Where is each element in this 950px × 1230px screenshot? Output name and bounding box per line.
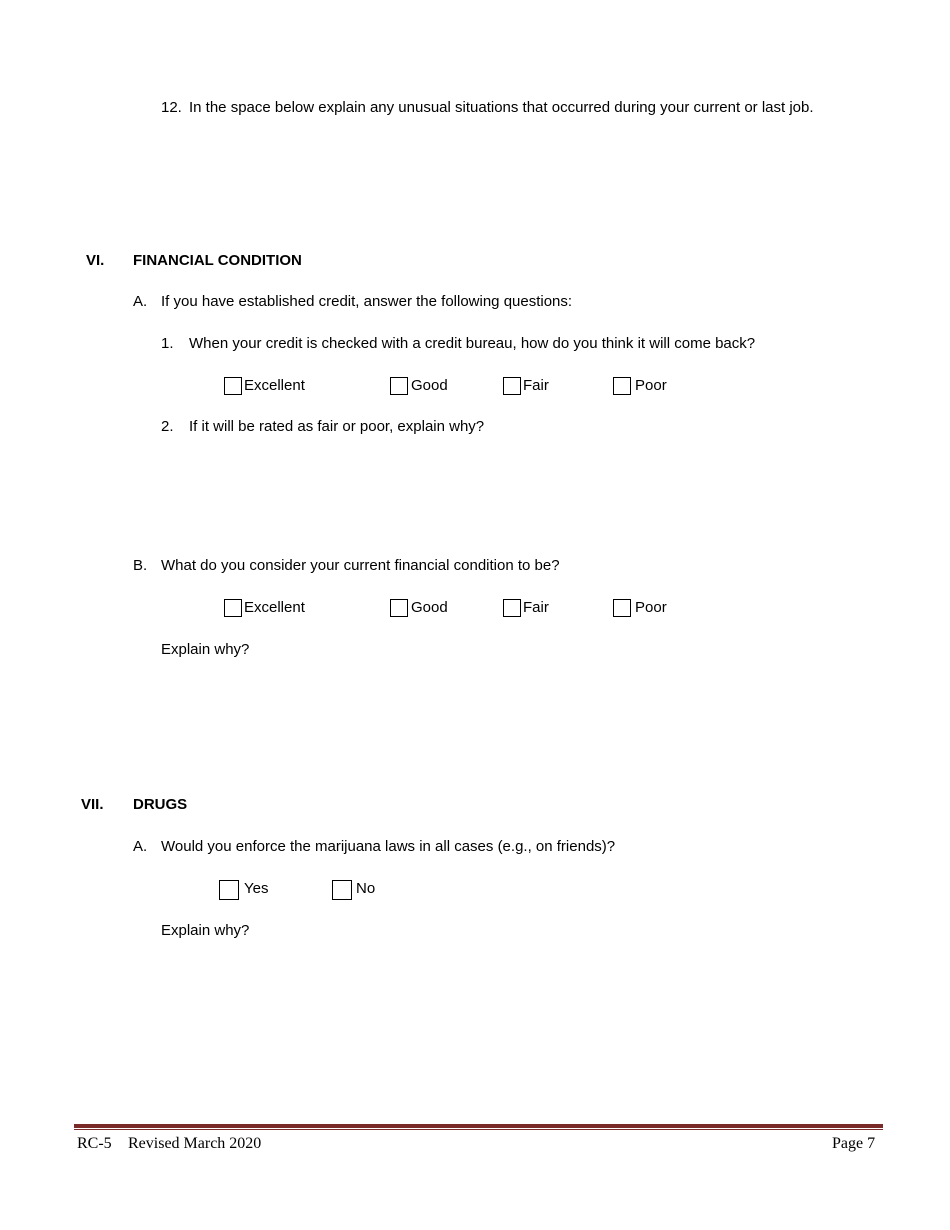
- footer-revised: Revised March 2020: [128, 1135, 262, 1152]
- q2-number: 2.: [161, 418, 174, 435]
- b-explain-why: Explain why?: [161, 641, 250, 658]
- q1-poor-checkbox[interactable]: [613, 377, 631, 395]
- section-vii-a-text: Would you enforce the marijuana laws in all cases (e.g., on friends)?: [161, 838, 616, 855]
- footer-rule-thin: [74, 1129, 883, 1130]
- b-poor-checkbox[interactable]: [613, 599, 631, 617]
- section-vi-b-letter: B.: [133, 557, 148, 574]
- q2-text: If it will be rated as fair or poor, explain why?: [189, 418, 485, 435]
- q12-text: In the space below explain any unusual situations that occurred during your current or last job.: [189, 99, 814, 116]
- footer-page-number: Page 7: [832, 1135, 876, 1152]
- b-fair-label: Fair: [523, 599, 549, 616]
- footer-rule: [74, 1124, 883, 1128]
- b-good-checkbox[interactable]: [390, 599, 408, 617]
- q1-poor-label: Poor: [635, 377, 667, 394]
- q1-text: When your credit is checked with a credit bureau, how do you think it will come back?: [189, 335, 756, 352]
- footer-form-id: RC-5: [77, 1135, 112, 1152]
- drugs-no-label: No: [356, 880, 376, 897]
- b-excellent-label: Excellent: [244, 599, 305, 616]
- q1-good-label: Good: [411, 377, 448, 394]
- b-excellent-checkbox[interactable]: [224, 599, 242, 617]
- section-vii-title: DRUGS: [133, 796, 188, 813]
- section-vii-a-letter: A.: [133, 838, 148, 855]
- section-vi-title: FINANCIAL CONDITION: [133, 252, 302, 269]
- section-vi-numeral: VI.: [86, 252, 105, 269]
- b-fair-checkbox[interactable]: [503, 599, 521, 617]
- q1-excellent-label: Excellent: [244, 377, 305, 394]
- q1-number: 1.: [161, 335, 174, 352]
- drugs-explain-why: Explain why?: [161, 922, 250, 939]
- q1-fair-checkbox[interactable]: [503, 377, 521, 395]
- b-good-label: Good: [411, 599, 448, 616]
- section-vii-numeral: VII.: [81, 796, 104, 813]
- section-vi-b-text: What do you consider your current financial condition to be?: [161, 557, 560, 574]
- q1-excellent-checkbox[interactable]: [224, 377, 242, 395]
- drugs-yes-label: Yes: [244, 880, 269, 897]
- q12-number: 12.: [161, 99, 182, 116]
- b-poor-label: Poor: [635, 599, 667, 616]
- q1-fair-label: Fair: [523, 377, 549, 394]
- drugs-yes-checkbox[interactable]: [219, 880, 239, 900]
- section-vi-a-letter: A.: [133, 293, 148, 310]
- q1-good-checkbox[interactable]: [390, 377, 408, 395]
- section-vi-a-text: If you have established credit, answer the following questions:: [161, 293, 573, 310]
- drugs-no-checkbox[interactable]: [332, 880, 352, 900]
